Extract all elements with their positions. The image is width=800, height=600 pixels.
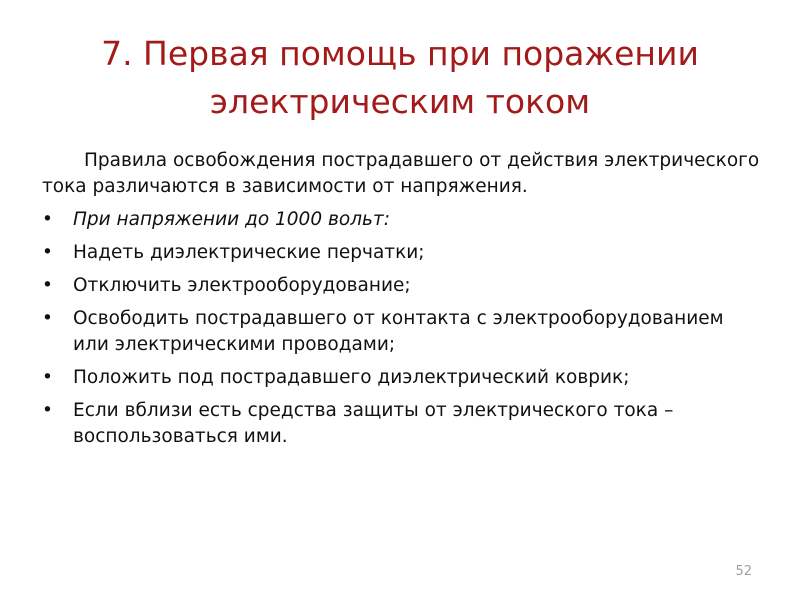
slide-title — [0, 30, 800, 126]
list-item-text: Если вблизи есть средства защиты от электрического тока – воспользоваться ими. — [73, 400, 674, 447]
list-item-text: Освободить пострадавшего от контакта с электрооборудованием или электрическими проводами; — [73, 308, 724, 355]
bullet-icon: • — [42, 209, 53, 230]
bullet-icon: • — [42, 275, 53, 296]
rules-list — [42, 207, 762, 450]
slide-body — [42, 148, 762, 457]
bullet-icon: • — [42, 400, 53, 421]
page-number: 52 — [735, 564, 752, 579]
list-item-text: При напряжении до 1000 вольт: — [73, 209, 390, 230]
bullet-icon: • — [42, 242, 53, 263]
list-item — [42, 398, 762, 450]
list-item — [42, 365, 762, 391]
bullet-icon: • — [42, 367, 53, 388]
list-item-text: Положить под пострадавшего диэлектрический коврик; — [73, 367, 630, 388]
list-item — [42, 207, 762, 233]
bullet-icon: • — [42, 308, 53, 329]
intro-paragraph: Правила освобождения пострадавшего от действия электрического тока различаются в зависимости от напряжения. — [42, 150, 760, 197]
list-item — [42, 240, 762, 266]
slide-title-line-1: 7. Первая помощь при поражении — [101, 34, 699, 73]
list-item-text: Отключить электрооборудование; — [73, 275, 411, 296]
list-item-text: Надеть диэлектрические перчатки; — [73, 242, 425, 263]
list-item — [42, 273, 762, 299]
slide-title-line-2: электрическим током — [209, 82, 591, 121]
list-item — [42, 306, 762, 358]
